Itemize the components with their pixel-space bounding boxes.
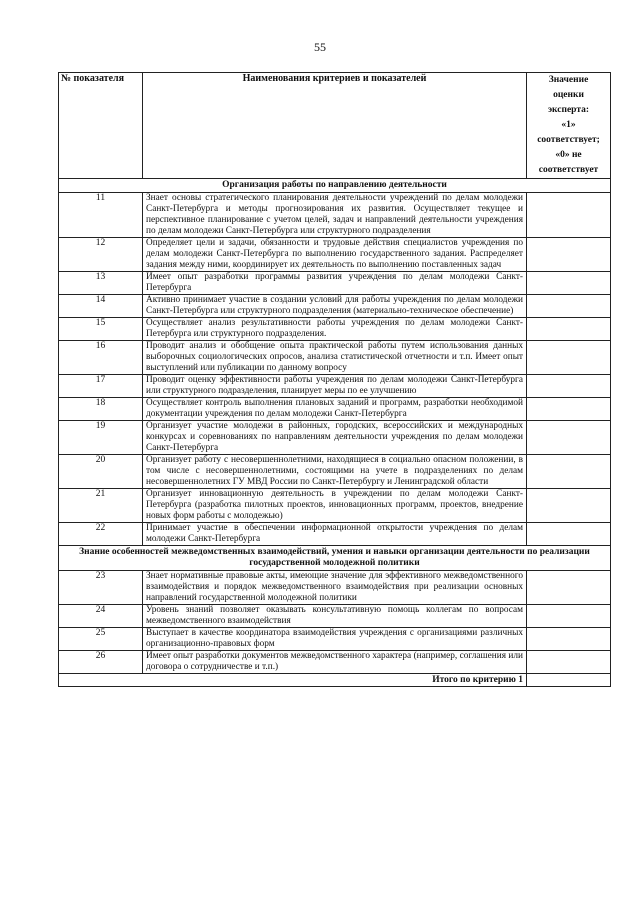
table-row [59, 571, 611, 605]
table-row [59, 238, 611, 272]
indicator-text: Выступает в качестве координатора взаимодействия учреждения с организациями различных организационно-правовых форм [143, 628, 527, 651]
indicator-text: Проводит анализ и обобщение опыта практической работы путем использования данных выборочных социологических опросов, анализа статистической отчетности и т.п. Имеет опыт выступлений или публикации по данному вопросу [143, 341, 527, 375]
indicator-text: Осуществляет контроль выполнения плановых заданий и программ, разработки необходимой документации учреждения по делам молодежи Санкт-Петербурга [143, 398, 527, 421]
page-number: 55 [314, 40, 326, 54]
expert-score-cell[interactable] [527, 651, 611, 674]
expert-score-cell[interactable] [527, 375, 611, 398]
expert-score-cell[interactable] [527, 523, 611, 546]
expert-score-cell[interactable] [527, 318, 611, 341]
expert-score-cell[interactable] [527, 605, 611, 628]
total-row [59, 674, 611, 687]
indicator-number: 13 [59, 272, 143, 295]
table-row [59, 341, 611, 375]
section-header-row [59, 179, 611, 193]
indicator-text: Активно принимает участие в создании условий для работы учреждения по делам молодежи Санкт-Петербурга или структурного подразделения (материально-техническое обеспечение) [143, 295, 527, 318]
indicator-text: Определяет цели и задачи, обязанности и трудовые действия специалистов учреждения по делам молодежи Санкт-Петербурга по выполнению государственного задания. Распределяет задания между ними, координирует их деятельность по выполнению поставленных задач [143, 238, 527, 272]
indicator-text: Организует участие молодежи в районных, городских, всероссийских и международных конкурсах и соревнованиях по направлениям деятельности учреждения по делам молодежи Санкт-Петербурга [143, 421, 527, 455]
header-value-line: эксперта: [547, 105, 590, 115]
total-label: Итого по критерию 1 [59, 674, 527, 687]
table-row [59, 375, 611, 398]
expert-score-cell[interactable] [527, 193, 611, 238]
indicator-number: 20 [59, 455, 143, 489]
indicator-number: 25 [59, 628, 143, 651]
expert-score-cell[interactable] [527, 455, 611, 489]
indicator-number: 22 [59, 523, 143, 546]
table-row [59, 455, 611, 489]
indicator-number: 18 [59, 398, 143, 421]
indicator-text: Имеет опыт разработки документов межведомственного характера (например, соглашения или договора о сотрудничестве и т.п.) [143, 651, 527, 674]
header-value-line: соответствует [538, 165, 599, 175]
indicator-number: 15 [59, 318, 143, 341]
expert-score-cell[interactable] [527, 489, 611, 523]
indicator-text: Уровень знаний позволяет оказывать консультативную помощь коллегам по вопросам межведомственного взаимодействия [143, 605, 527, 628]
indicator-text: Принимает участие в обеспечении информационной открытости учреждения по делам молодежи Санкт-Петербурга [143, 523, 527, 546]
indicator-text: Осуществляет анализ результативности работы учреждения по делам молодежи Санкт-Петербурга или структурного подразделения. [143, 318, 527, 341]
header-indicator-number: № показателя [59, 73, 143, 179]
table-row [59, 398, 611, 421]
table-header-row [59, 73, 611, 179]
header-criteria-name: Наименования критериев и показателей [143, 73, 527, 179]
indicator-text: Знает нормативные правовые акты, имеющие значение для эффективного межведомственного взаимодействия и порядок межведомственного взаимодействия при реализации основных направлений государственной молодежной политики [143, 571, 527, 605]
indicator-text: Организует работу с несовершеннолетними, находящиеся в социально опасном положении, в том числе с несовершеннолетними, состоящими на учете в подразделениях по делам несовершеннолетних ГУ МВД России по Санкт-Петербургу и Ленинградской области [143, 455, 527, 489]
section-header-row [59, 546, 611, 571]
indicator-text: Проводит оценку эффективности работы учреждения по делам молодежи Санкт-Петербурга или структурного подразделения, планирует меры по ее улучшению [143, 375, 527, 398]
header-expert-value [527, 73, 611, 179]
table-row [59, 318, 611, 341]
header-value-line: оценки [553, 90, 584, 100]
criteria-table [58, 72, 611, 687]
table-row [59, 272, 611, 295]
indicator-number: 11 [59, 193, 143, 238]
expert-score-cell[interactable] [527, 295, 611, 318]
expert-score-cell[interactable] [527, 398, 611, 421]
section-title: Организация работы по направлению деятельности [59, 179, 611, 193]
indicator-number: 23 [59, 571, 143, 605]
indicator-text: Имеет опыт разработки программы развития учреждения по делам молодежи Санкт-Петербурга [143, 272, 527, 295]
header-value-line: соответствует; [537, 135, 600, 145]
expert-score-cell[interactable] [527, 238, 611, 272]
expert-score-cell[interactable] [527, 341, 611, 375]
table-row [59, 628, 611, 651]
header-value-line: Значение [548, 75, 589, 85]
table-row [59, 295, 611, 318]
expert-score-cell[interactable] [527, 272, 611, 295]
indicator-number: 24 [59, 605, 143, 628]
table-row [59, 489, 611, 523]
indicator-number: 12 [59, 238, 143, 272]
total-score-cell[interactable] [527, 674, 611, 687]
expert-score-cell[interactable] [527, 421, 611, 455]
table-row [59, 523, 611, 546]
header-value-line: «1» [561, 120, 576, 130]
table-row [59, 421, 611, 455]
indicator-number: 14 [59, 295, 143, 318]
table-row [59, 651, 611, 674]
table-row [59, 193, 611, 238]
indicator-number: 16 [59, 341, 143, 375]
indicator-number: 26 [59, 651, 143, 674]
indicator-text: Знает основы стратегического планирования деятельности учреждений по делам молодежи Санкт-Петербурга и методы прогнозирования их развития. Осуществляет текущее и перспективное планирование с учетом целей, задач и направлений деятельности учреждения по делам молодежи Санкт-Петербурга или структурного подразделения [143, 193, 527, 238]
expert-score-cell[interactable] [527, 628, 611, 651]
indicator-number: 17 [59, 375, 143, 398]
indicator-text: Организует инновационную деятельность в учреждении по делам молодежи Санкт-Петербурга (разработка пилотных проектов, инновационных программ, проектов, внедрение новых форм работы с молодежью) [143, 489, 527, 523]
section-title: Знание особенностей межведомственных взаимодействий, умения и навыки организации деятельности по реализации государственной молодежной политики [59, 546, 611, 571]
expert-score-cell[interactable] [527, 571, 611, 605]
indicator-number: 19 [59, 421, 143, 455]
indicator-number: 21 [59, 489, 143, 523]
header-value-line: «0» не [555, 150, 582, 160]
table-row [59, 605, 611, 628]
